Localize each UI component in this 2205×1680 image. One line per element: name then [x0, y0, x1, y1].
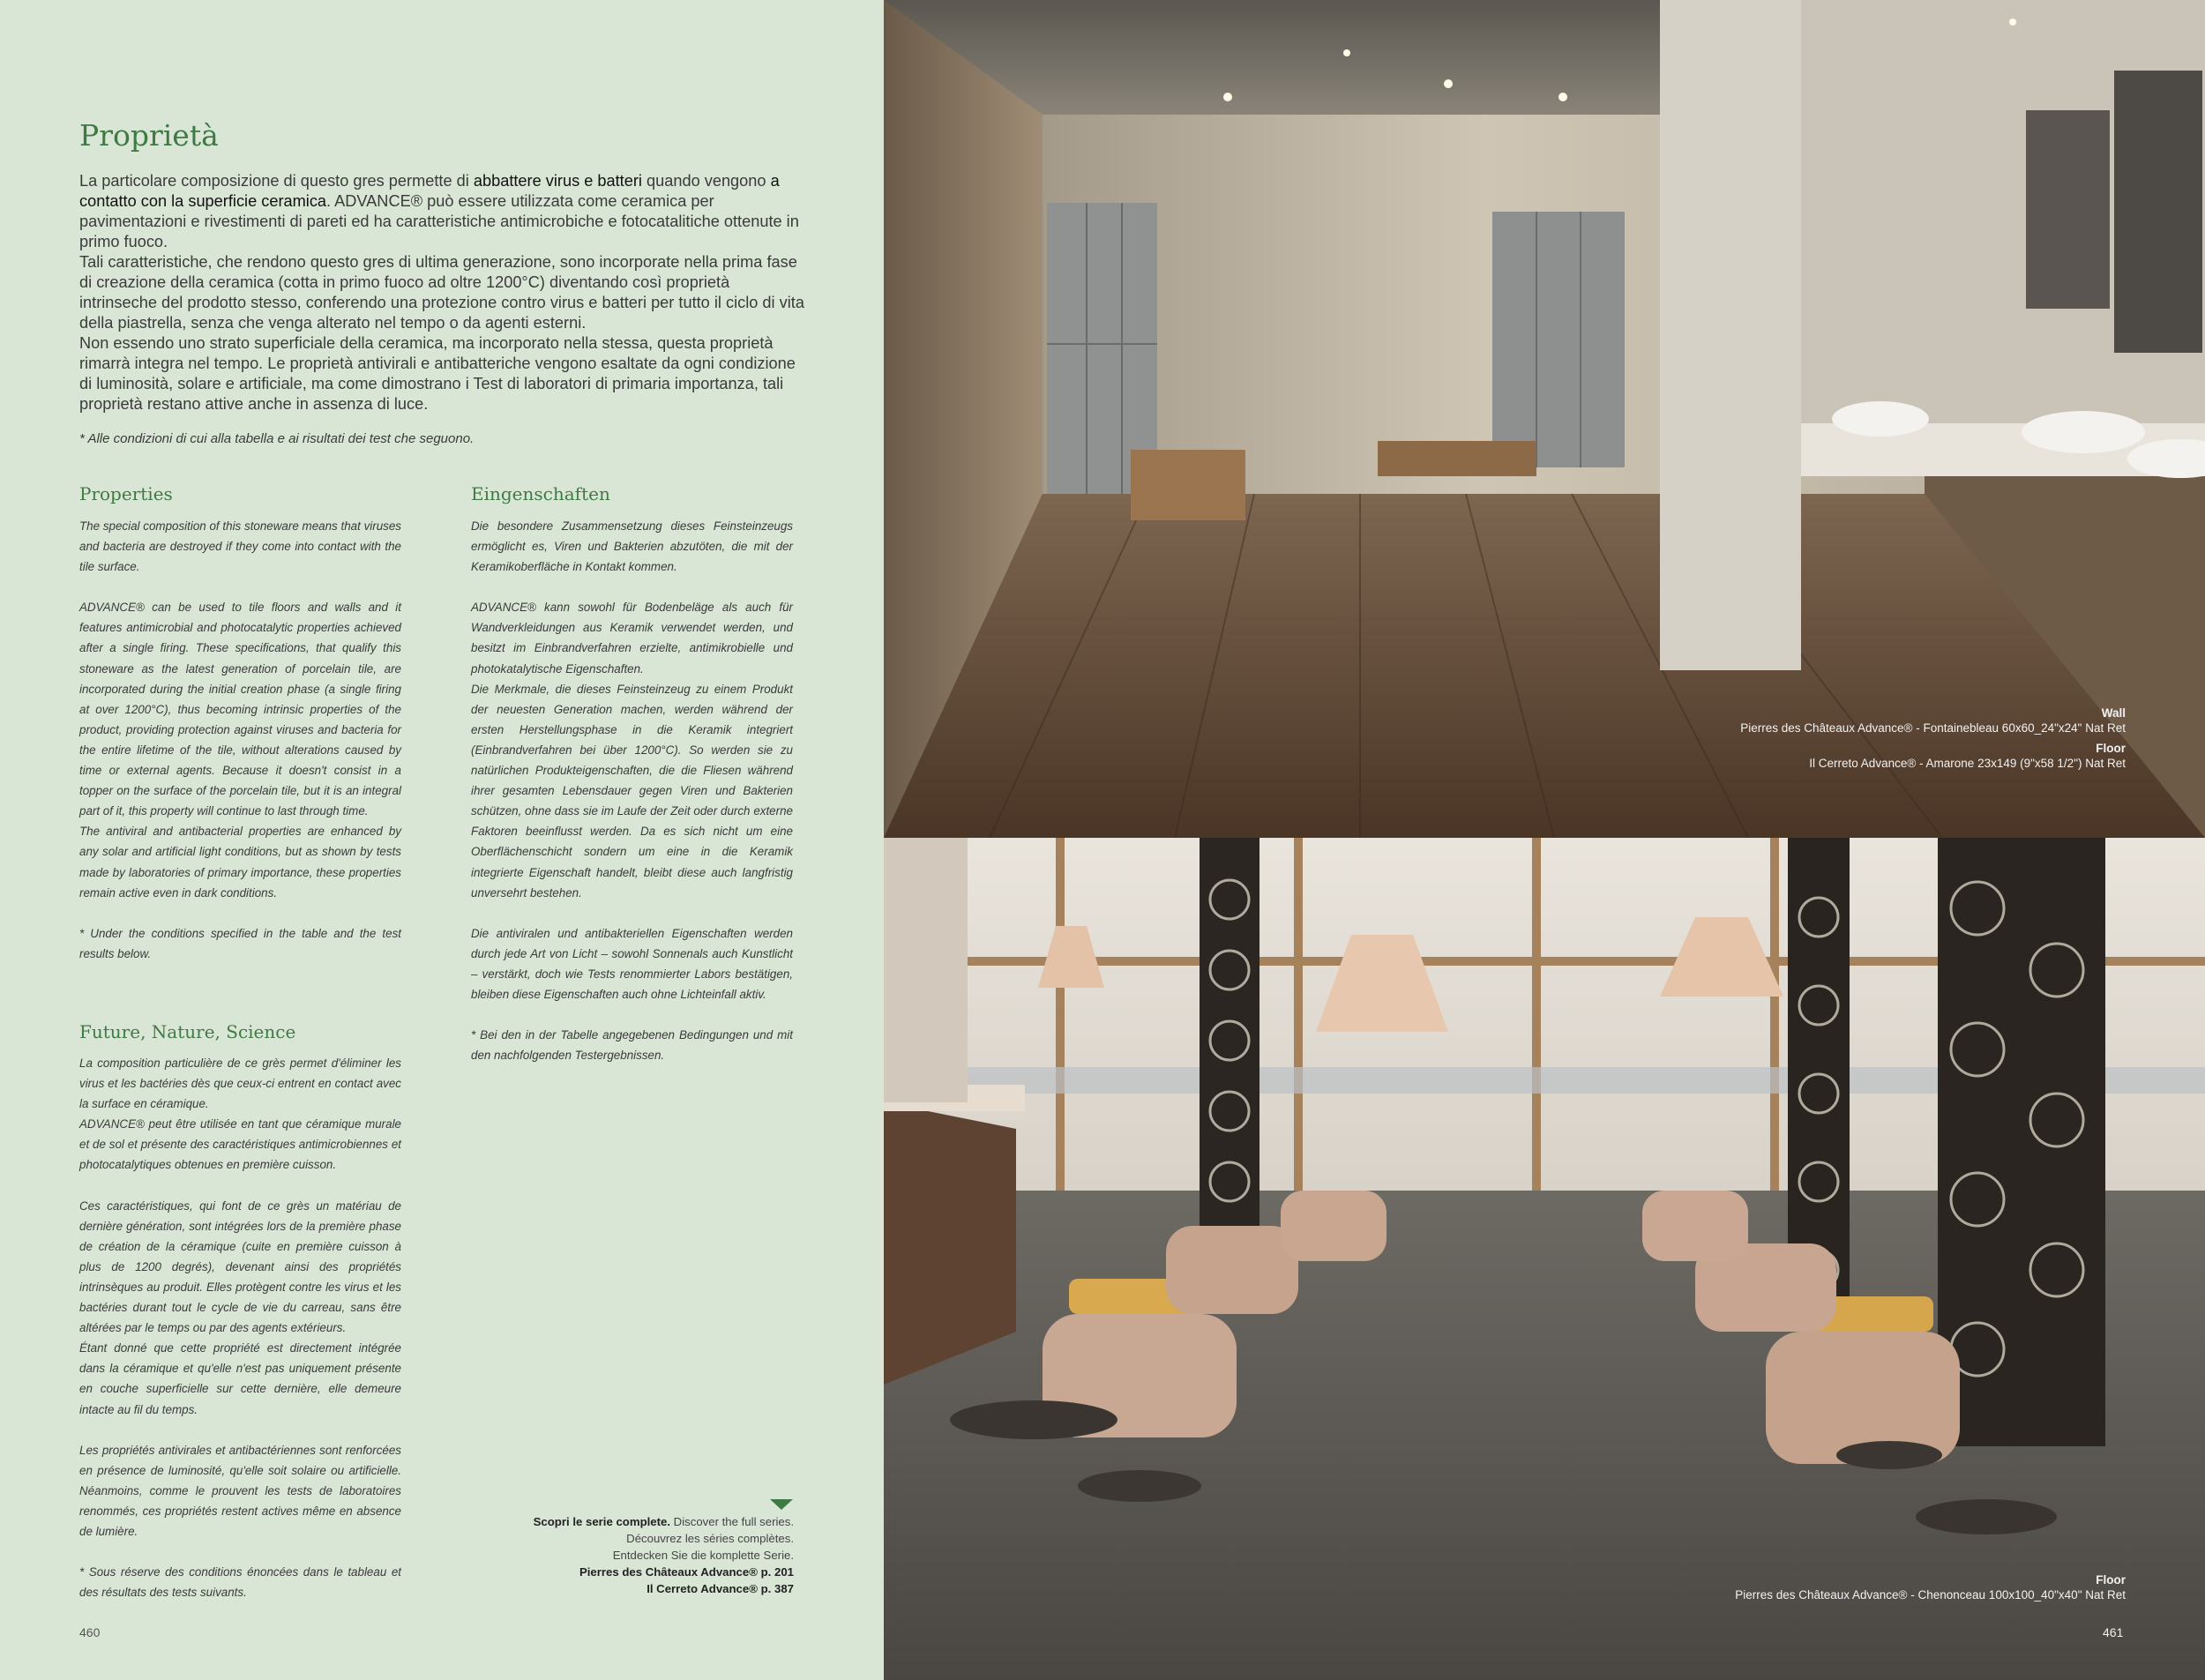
german-paragraph-4: Die antiviralen und antibakteriellen Eigenschaften werden durch jede Art von Licht – sowohl Sonnenals auch Kunstlicht – verstärkt, doch wie Tests renommierter Labors bestätigen, bleiben diese Eigenschaften auch ohne Lichteinfall aktiv.	[471, 926, 793, 1001]
series-reference	[476, 1513, 794, 1597]
intro-note: * Alle condizioni di cui alla tabella e ai risultati dei test che seguono.	[79, 431, 475, 446]
intro-paragraph-3: Non essendo uno strato superficiale della ceramica, ma incorporato nella stessa, questa proprietà rimarrà integra nel tempo. Le proprietà antivirali e antibatteriche vengono esaltate da ogni condizione di luminosità, solare e artificiale, ma come dimostrano i Test di laboratori di primaria importanza, tali proprietà restano attive anche in assenza di luce.	[79, 334, 796, 413]
series-ref-pierres[interactable]: Pierres des Châteaux Advance® p. 201	[579, 1565, 794, 1579]
german-column	[471, 516, 793, 1065]
triangle-down-icon	[770, 1499, 793, 1510]
german-paragraph-1: Die besondere Zusammensetzung dieses Feinsteinzeugs ermöglicht es, Viren und Bakterien abzutöten, die mit der Keramikoberfläche in Kontakt kommen.	[471, 519, 793, 574]
caption-wall-label: Wall	[2101, 706, 2126, 720]
page-number-left: 460	[79, 1625, 101, 1639]
french-note: * Sous réserve des conditions énoncées dans le tableau et des résultats des tests suivants.	[79, 1565, 401, 1600]
series-line-2: Découvrez les séries complètes.	[626, 1532, 794, 1545]
french-column	[79, 1053, 401, 1602]
series-line-1: Scopri le serie complete. Discover the full series.	[533, 1515, 794, 1528]
caption-floor-label: Floor	[2096, 742, 2126, 755]
french-paragraph-1: La composition particulière de ce grès permet d'éliminer les virus et les bactéries dès que ceux-ci entrent en contact avec la surface en céramique.	[79, 1057, 401, 1111]
english-column	[79, 516, 401, 964]
german-paragraph-2: ADVANCE® kann sowohl für Bodenbeläge als auch für Wandverkleidungen aus Keramik verwendet werden, und besitzt im Einbrandverfahren erzielte, antimikrobielle und photokatalytische Eigenschaften.	[471, 601, 793, 676]
caption-floor-label-bottom: Floor	[2096, 1573, 2126, 1587]
caption-floor-text: Il Cerreto Advance® - Amarone 23x149 (9"x58 1/2") Nat Ret	[1809, 757, 2126, 770]
german-note: * Bei den in der Tabelle angegebenen Bedingungen und mit den nachfolgenden Testergebnissen.	[471, 1028, 793, 1063]
section-title-properties: Properties	[79, 483, 173, 504]
french-paragraph-4: Étant donné que cette propriété est directement intégrée dans la céramique et qu'elle n'est pas uniquement présente en couche superficielle sur cette dernière, elle demeure intacte au fil du temps.	[79, 1341, 401, 1416]
french-paragraph-3: Ces caractéristiques, qui font de ce grès un matériau de dernière génération, sont intégrées lors de la première phase de création de la céramique (cuite en première cuisson à plus de 1200 degrés), devenant ainsi des propriétés intrinsèques au produit. Elles protègent contre les virus et les bactéries durant tout le cycle de vie du carreau, sans être altérées par le temps ou par des agents extérieurs.	[79, 1198, 401, 1335]
caption-floor-text-bottom: Pierres des Châteaux Advance® - Chenonceau 100x100_40"x40" Nat Ret	[1735, 1588, 2126, 1602]
photo-lounge	[884, 838, 2205, 1680]
english-paragraph-1: The special composition of this stoneware means that viruses and bacteria are destroyed if they come into contact with the tile surface.	[79, 519, 401, 574]
french-paragraph-2: ADVANCE® peut être utilisée en tant que céramique murale et de sol et présente des caractéristiques antimicrobiennes et photocatalytiques obtenues en première cuisson.	[79, 1117, 401, 1172]
english-paragraph-3: The antiviral and antibacterial properties are enhanced by any solar and artificial light conditions, but as shown by tests made by laboratories of primary importance, these properties remain active even in dark conditions.	[79, 825, 401, 900]
section-title-eingenschaften: Eingenschaften	[471, 483, 610, 504]
english-note: * Under the conditions specified in the table and the test results below.	[79, 926, 401, 960]
intro-paragraph-1: La particolare composizione di questo gres permette di abbattere virus e batteri quando vengono a contatto con la superficie ceramica. ADVANCE® può essere utilizzata come ceramica per pavimentazioni e rivestimenti di pareti ed ha caratteristiche antimicrobiche e fotocatalitiche ottenute in primo fuoco.	[79, 172, 799, 250]
intro-text	[79, 171, 811, 414]
german-paragraph-3: Die Merkmale, die dieses Feinsteinzeug zu einem Produkt der neuesten Generation machen, werden während der ersten Herstellungsphase in die Keramik integriert (Einbrandverfahren bei über 1200°C). So werden sie zu natürlichen Produkteigenschaften, die die Fliesen während ihrer gesamten Lebensdauer gegen Viren und Bakterien schützen, ohne dass sie im Laufe der Zeit oder durch externe Faktoren beeinflusst werden. Da es sich nicht um eine Oberflächenschicht sondern um eine in die Keramik integrierte Eigenschaft handelt, bleibt diese auch langfristig unversehrt bestehen.	[471, 682, 793, 900]
page-number-right: 461	[2103, 1625, 2124, 1639]
left-page	[0, 0, 884, 1680]
lounge-illustration	[884, 838, 2205, 1680]
caption-wall-text: Pierres des Châteaux Advance® - Fontainebleau 60x60_24"x24" Nat Ret	[1740, 721, 2126, 735]
page-title: Proprietà	[79, 118, 219, 153]
series-ref-cerreto[interactable]: Il Cerreto Advance® p. 387	[647, 1582, 794, 1595]
bottom-photo-caption	[1735, 1572, 2126, 1602]
french-paragraph-5: Les propriétés antivirales et antibactériennes sont renforcées en présence de luminosité, qu'elle soit solaire ou artificielle. Néanmoins, comme le prouvent les tests de laboratoires renommés, ces propriétés restent actives même en absence de lumière.	[79, 1443, 401, 1538]
english-paragraph-2: ADVANCE® can be used to tile floors and walls and it features antimicrobial and photocatalytic properties achieved after a single firing. These specifications, that qualify this stoneware as the latest generation of porcelain tile, are incorporated during the initial creation phase (a single firing at over 1200°C), thus becoming intrinsic properties of the product, providing protection against viruses and bacteria for the entire lifetime of the tile, without alterations caused by time or external agents. Because it doesn't consist in a topper on the surface of the porcelain tile, but it is an integral part of it, this property will continue to last through time.	[79, 601, 401, 818]
top-photo-caption	[1740, 706, 2126, 771]
photo-locker-room	[884, 0, 2205, 838]
section-title-future-nature-science: Future, Nature, Science	[79, 1021, 296, 1042]
intro-paragraph-2: Tali caratteristiche, che rendono questo gres di ultima generazione, sono incorporate nella prima fase di creazione della ceramica (cotta in primo fuoco ad oltre 1200°C) diventando così proprietà intrinseche del prodotto stesso, conferendo una protezione contro virus e batteri per tutto il ciclo di vita della piastrella, senza che venga alterato nel tempo o da agenti esterni.	[79, 253, 804, 332]
series-line-3: Entdecken Sie die komplette Serie.	[612, 1549, 794, 1562]
